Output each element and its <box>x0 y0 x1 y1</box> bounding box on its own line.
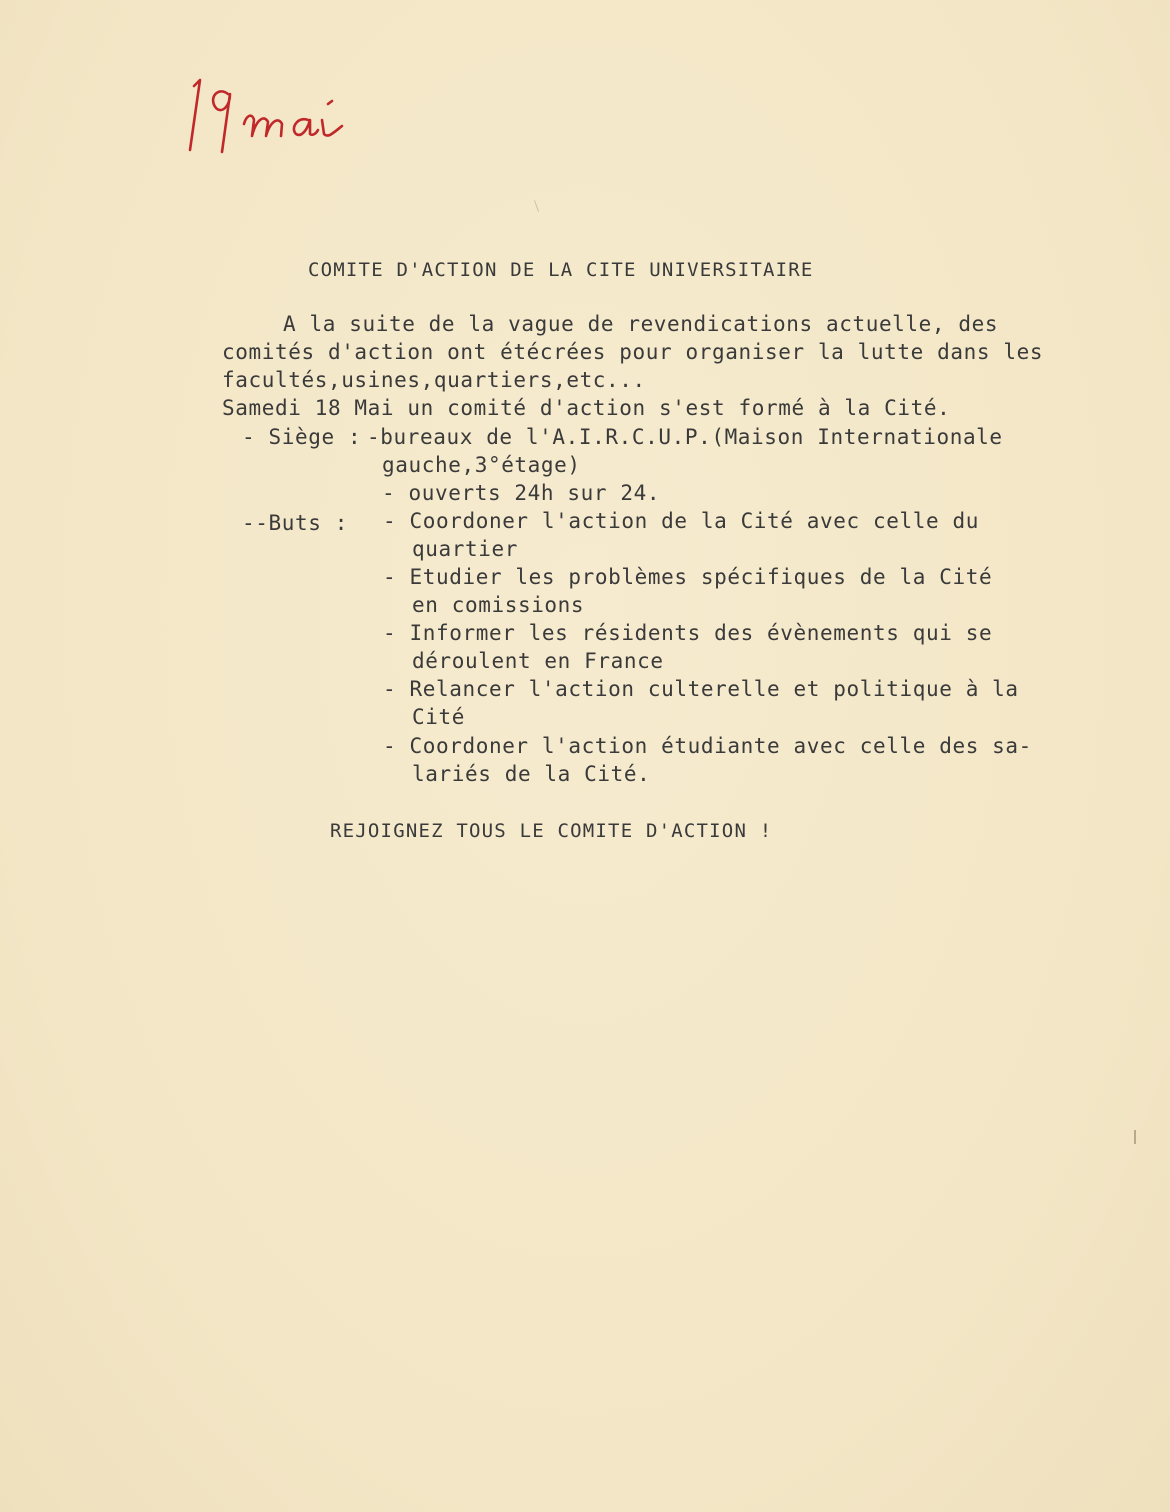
closing-call: REJOIGNEZ TOUS LE COMITE D'ACTION ! <box>330 820 773 842</box>
buts-label: --Buts : <box>242 511 348 535</box>
siege-line-2: gauche,3°étage) <box>382 453 581 477</box>
handwritten-date-annotation <box>182 64 372 160</box>
buts-line-10: lariés de la Cité. <box>412 762 651 786</box>
intro-line-1: A la suite de la vague de revendications actuelle, des <box>283 312 999 336</box>
handwritten-annotation-drawing <box>182 64 372 160</box>
paper-mark <box>1134 1130 1136 1144</box>
buts-line-1: - Coordoner l'action de la Cité avec celle du <box>383 509 979 533</box>
buts-line-6: déroulent en France <box>412 649 664 673</box>
paper-mark <box>534 200 539 212</box>
buts-line-7: - Relancer l'action culterelle et politique à la <box>383 677 1019 701</box>
buts-line-4: en comissions <box>412 593 585 617</box>
document-title: COMITE D'ACTION DE LA CITE UNIVERSITAIRE <box>308 259 814 281</box>
siege-line-3: - ouverts 24h sur 24. <box>382 481 661 505</box>
intro-line-3: facultés,usines,quartiers,etc... <box>222 368 646 392</box>
buts-line-2: quartier <box>412 537 518 561</box>
intro-line-4: Samedi 18 Mai un comité d'action s'est formé à la Cité. <box>222 396 951 420</box>
buts-line-9: - Coordoner l'action étudiante avec celle des sa- <box>383 734 1032 758</box>
siege-label: - Siège : <box>242 425 362 449</box>
siege-line-1: -bureaux de l'A.I.R.C.U.P.(Maison Internationale <box>367 425 1003 449</box>
intro-line-2: comités d'action ont étécrées pour organiser la lutte dans les <box>222 340 1044 364</box>
buts-line-5: - Informer les résidents des évènements qui se <box>383 621 993 645</box>
buts-line-3: - Etudier les problèmes spécifiques de la Cité <box>383 565 993 589</box>
buts-line-8: Cité <box>412 705 465 729</box>
